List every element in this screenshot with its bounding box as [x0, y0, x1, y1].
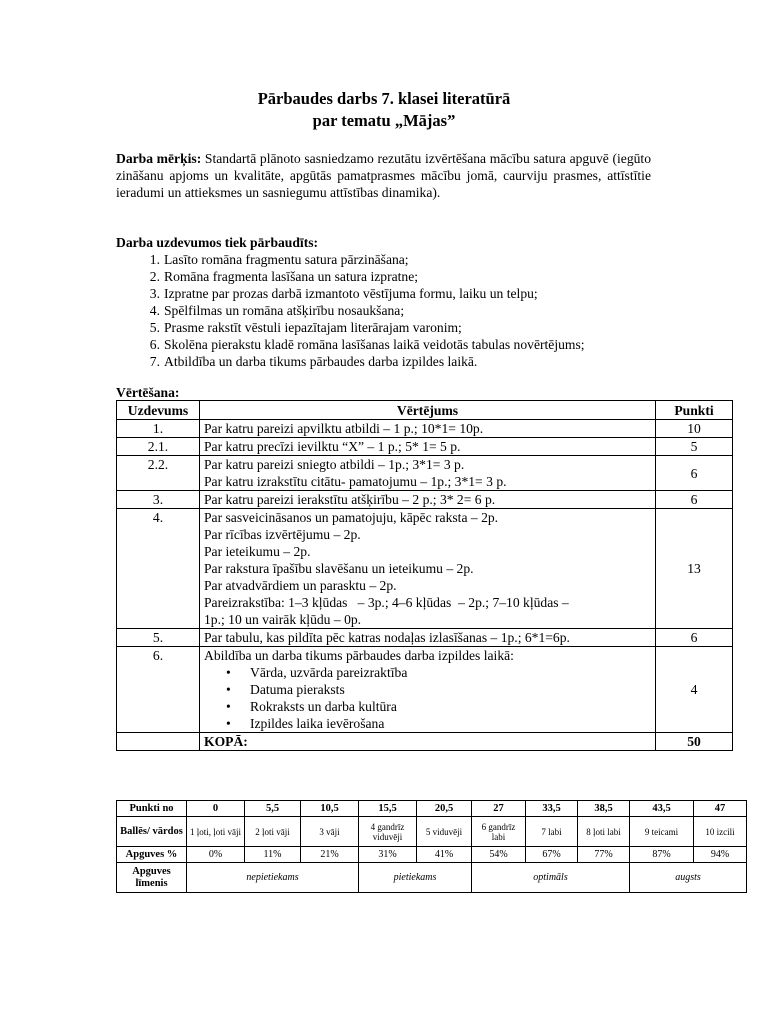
table-cell: 4 gandrīz viduvēji: [359, 817, 417, 847]
list-item-number: 7.: [149, 354, 160, 369]
table-cell: 21%: [301, 847, 359, 863]
list-item: [116, 319, 676, 336]
criteria-line: Par katru pareizi sniegto atbildi – 1p.; 3*1= 3 p.: [204, 457, 465, 472]
criteria-cell: [200, 491, 656, 509]
table-cell: 5,5: [245, 801, 301, 817]
criteria-line: Par katru pareizi ierakstītu atšķirību – 2 p.; 3* 2= 6 p.: [204, 492, 496, 507]
row-label: Ballēs/ vārdos: [117, 817, 187, 847]
list-item: [116, 251, 676, 268]
column-header: Uzdevums: [117, 401, 200, 420]
task-cell: 2.1.: [117, 438, 200, 456]
table-cell: 1 ļoti, ļoti vāji: [187, 817, 245, 847]
criteria-cell: [200, 647, 656, 733]
page-title: Pārbaudes darbs 7. klasei literatūrā: [257, 89, 511, 108]
criteria-line: 1p.; 10 un vairāk kļūdu – 0p.: [204, 612, 362, 627]
total-row: [117, 733, 733, 751]
task-cell: 4.: [117, 509, 200, 629]
table-cell: 11%: [245, 847, 301, 863]
empty-cell: [117, 733, 200, 751]
list-item-text: Izpratne par prozas darbā izmantoto vēstījuma formu, laiku un telpu;: [164, 286, 538, 301]
list-item: [116, 302, 676, 319]
points-cell: 6: [656, 456, 733, 491]
table-cell: 5 viduvēji: [417, 817, 472, 847]
task-cell: 6.: [117, 647, 200, 733]
table-cell: 27: [472, 801, 526, 817]
table-cell: 15,5: [359, 801, 417, 817]
criteria-cell: [200, 456, 656, 491]
tasks-list: [116, 251, 676, 370]
criteria-line: Pareizrakstība: 1–3 kļūdas – 3p.; 4–6 kļūdas – 2p.; 7–10 kļūdas –: [204, 595, 569, 610]
points-cell: 6: [656, 629, 733, 647]
table-cell: 2 ļoti vāji: [245, 817, 301, 847]
column-header: Vērtējums: [200, 401, 656, 420]
table-cell: 87%: [630, 847, 694, 863]
grading-table: [116, 400, 733, 751]
points-cell: 10: [656, 420, 733, 438]
list-item: [116, 336, 676, 353]
criteria-line: Par rīcības izvērtējumu – 2p.: [204, 527, 361, 542]
criteria-line: Par atvadvārdiem un parasktu – 2p.: [204, 578, 397, 593]
criteria-cell: [200, 420, 656, 438]
table-cell: 67%: [526, 847, 578, 863]
goal-text: Standartā plānoto sasniedzamo rezutātu izvērtēšana mācību satura apguvē (iegūto zināšanu apjoms un kvalitāte, apgūtās pamatprasmes mācību jomā, caurviju prasmes, attīstītie ieradumi un attieksmes un sasniegumu attīstības dinamika).: [116, 151, 651, 200]
row-label: Punkti no: [117, 801, 187, 817]
criteria-line: Par katru pareizi apvilktu atbildi – 1 p.; 10*1= 10p.: [204, 421, 484, 436]
table-row: [117, 509, 733, 629]
criteria-line: Par ieteikumu – 2p.: [204, 544, 311, 559]
list-item-text: Romāna fragmenta lasīšana un satura izpratne;: [164, 269, 419, 284]
table-cell: 6 gandrīz labi: [472, 817, 526, 847]
table-cell: 54%: [472, 847, 526, 863]
list-item: [116, 353, 676, 370]
table-row: [117, 491, 733, 509]
table-row: [117, 847, 747, 863]
task-cell: 5.: [117, 629, 200, 647]
table-row: [117, 629, 733, 647]
table-row: [117, 420, 733, 438]
table-row: [117, 438, 733, 456]
evaluation-heading: Vērtēšana:: [116, 385, 180, 400]
criteria-cell: [200, 629, 656, 647]
list-item-number: 5.: [149, 320, 160, 335]
task-cell: 2.2.: [117, 456, 200, 491]
table-cell: 31%: [359, 847, 417, 863]
table-row: [117, 817, 747, 847]
table-cell: 38,5: [578, 801, 630, 817]
table-cell: 10,5: [301, 801, 359, 817]
level-cell: augsts: [630, 863, 747, 893]
list-item-number: 6.: [149, 337, 160, 352]
criteria-line: Par katru precīzi ievilktu “X” – 1 p.; 5* 1= 5 p.: [204, 439, 461, 454]
table-cell: 8 ļoti labi: [578, 817, 630, 847]
column-header: Punkti: [656, 401, 733, 420]
total-label: KOPĀ:: [200, 733, 656, 751]
list-item: [116, 285, 676, 302]
grading-scale-table: [116, 800, 747, 893]
list-item-text: Prasme rakstīt vēstuli iepazītajam literārajam varonim;: [164, 320, 462, 335]
level-cell: nepietiekams: [187, 863, 359, 893]
criteria-cell: [200, 438, 656, 456]
points-cell: 13: [656, 509, 733, 629]
table-row: [117, 456, 733, 491]
table-cell: 0: [187, 801, 245, 817]
table-row: [117, 647, 733, 733]
table-cell: 77%: [578, 847, 630, 863]
list-item: • Rokraksts un darba kultūra: [226, 698, 651, 715]
list-item-text: Atbildība un darba tikums pārbaudes darba izpildes laikā.: [164, 354, 478, 369]
level-cell: pietiekams: [359, 863, 472, 893]
total-points: 50: [656, 733, 733, 751]
criteria-line: Abildība un darba tikums pārbaudes darba izpildes laikā:: [204, 648, 514, 663]
criteria-cell: [200, 509, 656, 629]
task-cell: 1.: [117, 420, 200, 438]
row-label: Apguves līmenis: [117, 863, 187, 893]
goal-label: Darba mērķis:: [116, 151, 202, 166]
table-row: [117, 801, 747, 817]
table-header-row: [117, 401, 733, 420]
points-cell: 5: [656, 438, 733, 456]
list-item: • Datuma pieraksts: [226, 681, 651, 698]
criteria-line: Par rakstura īpašību slavēšanu un ieteikumu – 2p.: [204, 561, 474, 576]
table-cell: 20,5: [417, 801, 472, 817]
row-label: Apguves %: [117, 847, 187, 863]
table-cell: 94%: [694, 847, 747, 863]
points-cell: 6: [656, 491, 733, 509]
list-item-number: 2.: [149, 269, 160, 284]
table-cell: 9 teicami: [630, 817, 694, 847]
list-item: [116, 268, 676, 285]
table-row: [117, 863, 747, 893]
table-cell: 41%: [417, 847, 472, 863]
list-item-number: 1.: [149, 252, 160, 267]
table-cell: 43,5: [630, 801, 694, 817]
level-cell: optimāls: [472, 863, 630, 893]
criteria-line: Par sasveicināsanos un pamatojuju, kāpēc raksta – 2p.: [204, 510, 499, 525]
table-cell: 7 labi: [526, 817, 578, 847]
criteria-bullet-list: [204, 664, 651, 732]
goal-paragraph: [116, 150, 651, 201]
table-cell: 47: [694, 801, 747, 817]
list-item-text: Lasīto romāna fragmentu satura pārzināšana;: [164, 252, 409, 267]
criteria-line: Par tabulu, kas pildīta pēc katras nodaļas izlasīšanas – 1p.; 6*1=6p.: [204, 630, 570, 645]
list-item-text: Spēlfilmas un romāna atšķirību nosaukšana;: [164, 303, 405, 318]
task-cell: 3.: [117, 491, 200, 509]
list-item-text: Skolēna pierakstu kladē romāna lasīšanas laikā veidotās tabulas novērtējums;: [164, 337, 585, 352]
page-subtitle: par tematu „Mājas”: [312, 111, 456, 130]
table-cell: 0%: [187, 847, 245, 863]
list-item-number: 4.: [149, 303, 160, 318]
table-cell: 10 izcili: [694, 817, 747, 847]
tasks-heading: Darba uzdevumos tiek pārbaudīts:: [116, 235, 319, 250]
list-item: • Vārda, uzvārda pareizraktība: [226, 664, 651, 681]
list-item: • Izpildes laika ievērošana: [226, 715, 651, 732]
criteria-line: Par katru izrakstītu citātu- pamatojumu – 1p.; 3*1= 3 p.: [204, 474, 507, 489]
table-cell: 33,5: [526, 801, 578, 817]
list-item-number: 3.: [149, 286, 160, 301]
points-cell: 4: [656, 647, 733, 733]
table-cell: 3 vāji: [301, 817, 359, 847]
